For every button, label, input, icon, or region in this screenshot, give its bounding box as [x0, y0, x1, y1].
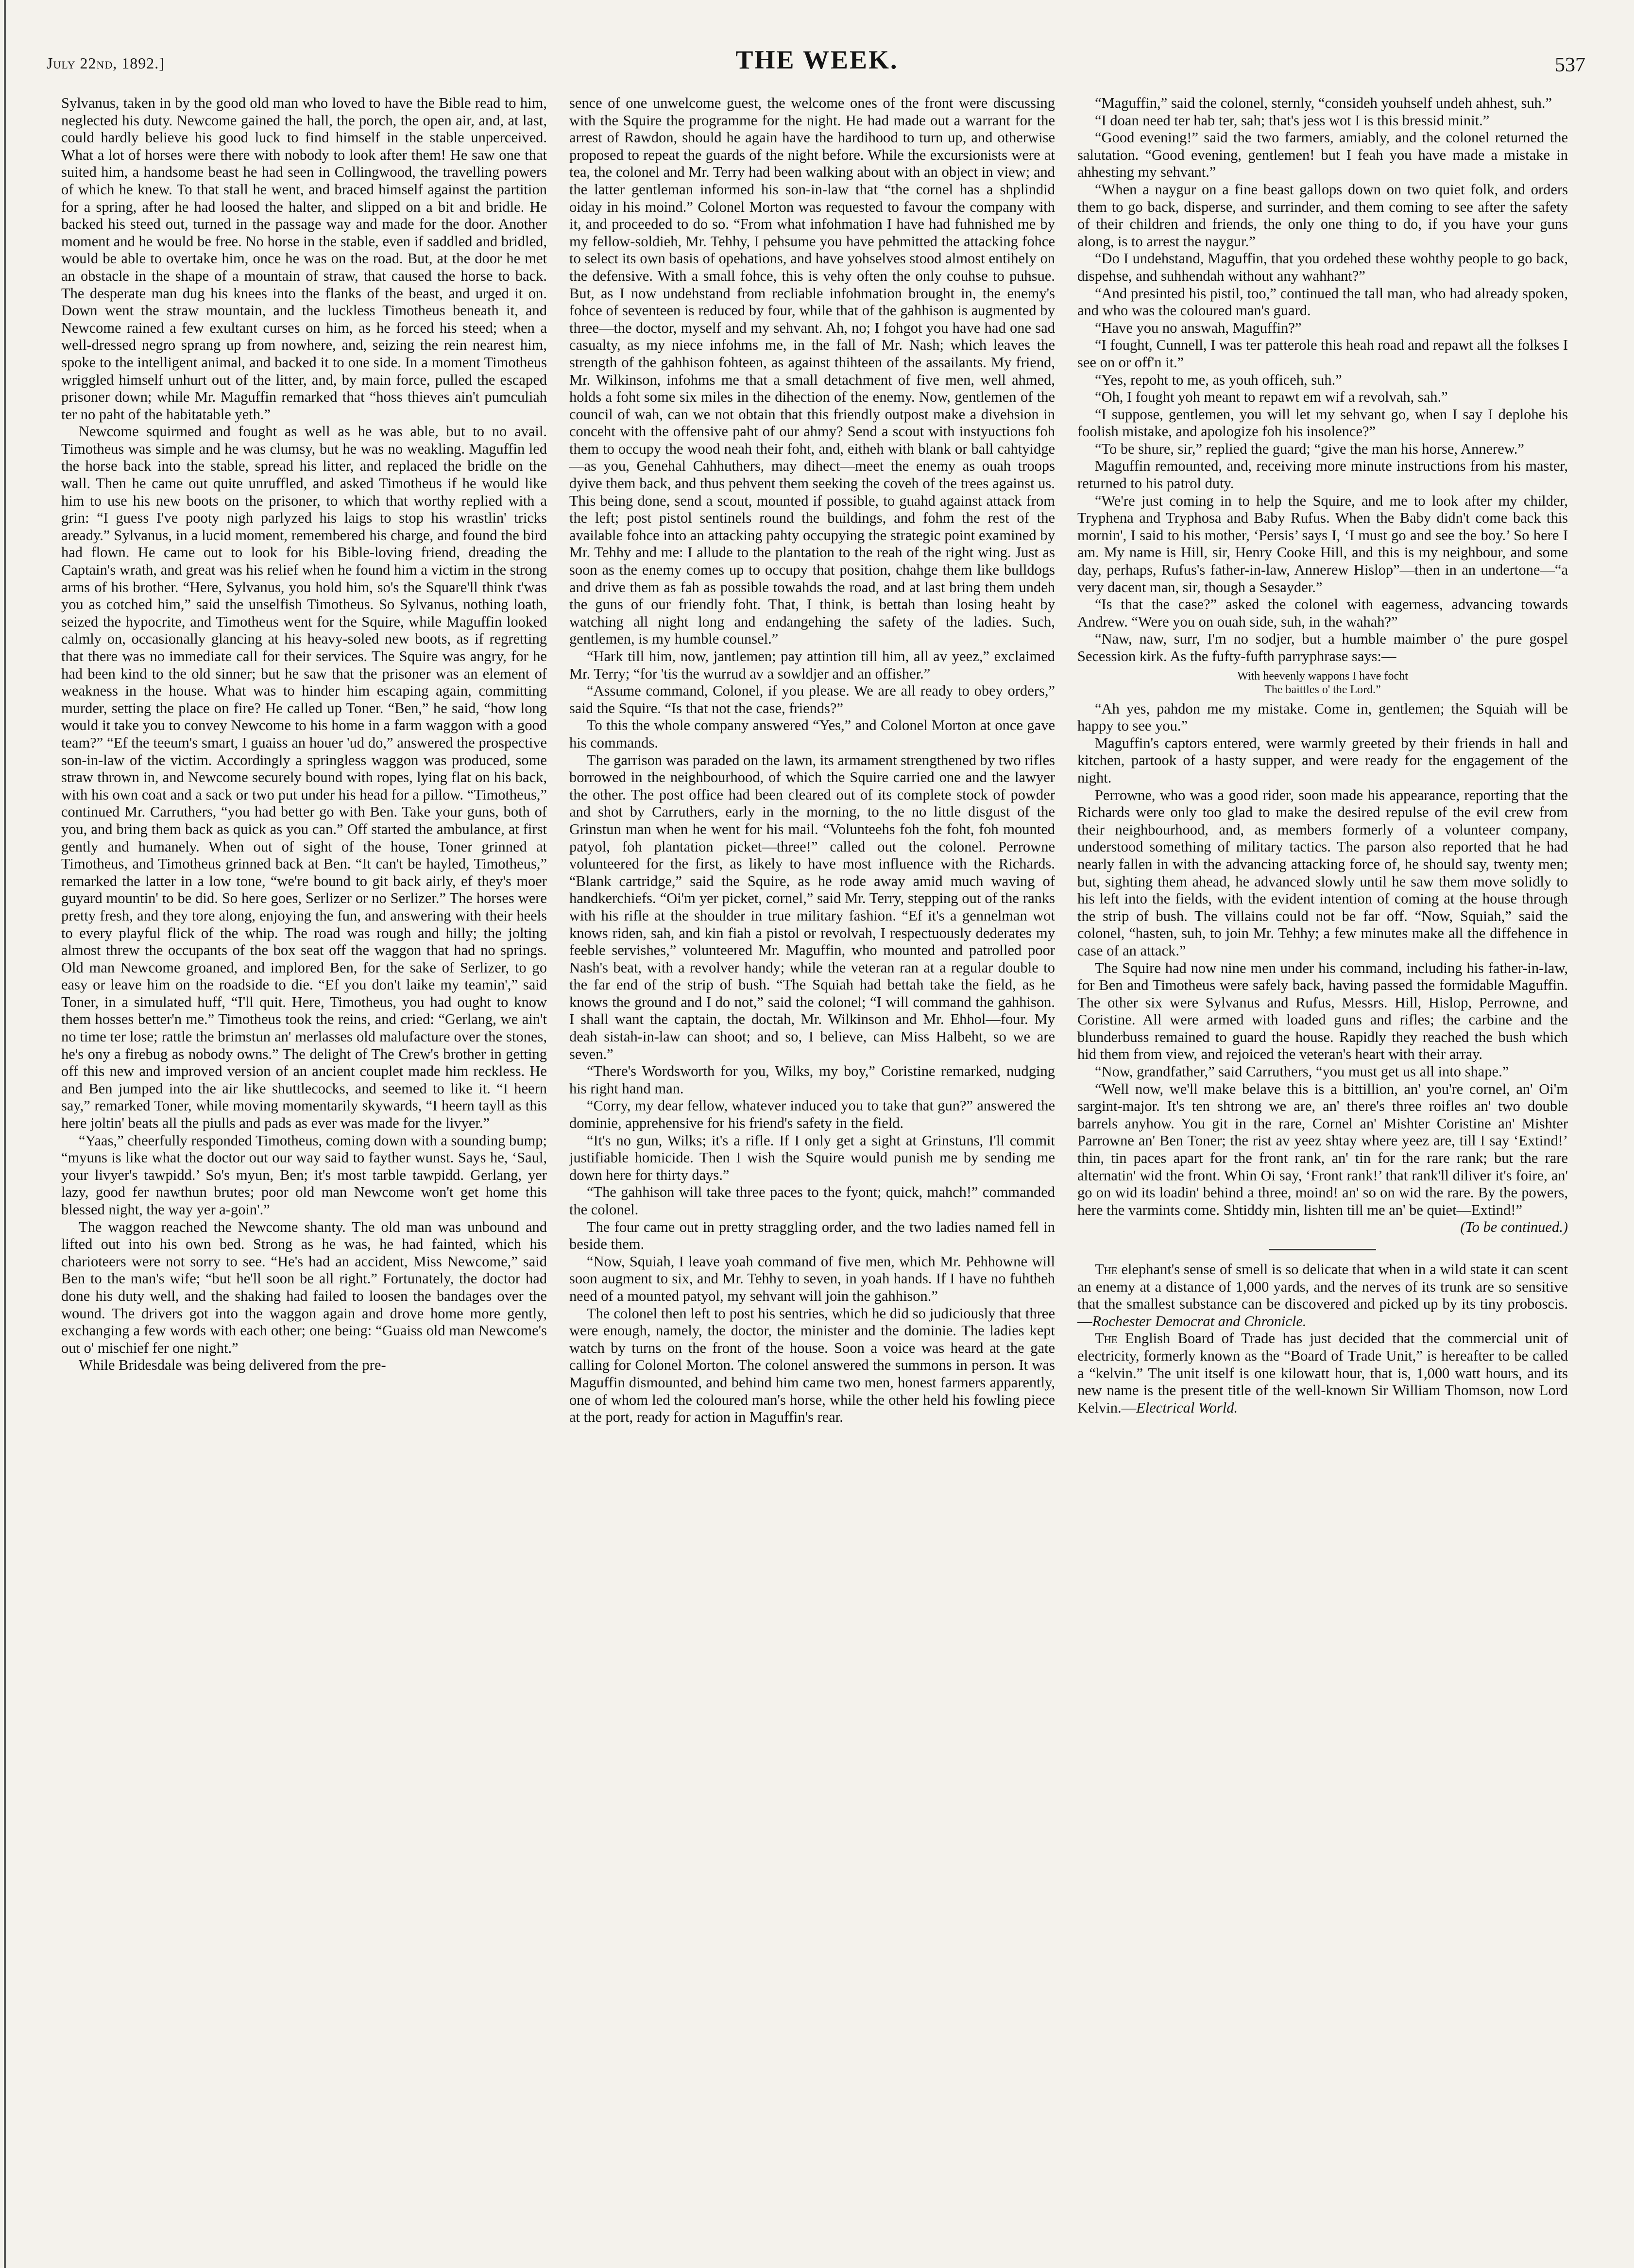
verse-quote: [1077, 669, 1568, 697]
paragraph: “The gahhison will take three paces to the fyont; quick, mahch!” commanded the colonel.: [569, 1184, 1055, 1218]
note-lead: The: [1095, 1261, 1118, 1278]
paragraph: Perrowne, who was a good rider, soon made his appearance, reporting that the Richards were only too glad to make the desired repulse of the evil crew from their neighbourhood, and, as members formerly of a volunteer company, understood something of military tactics. The parson also reported that he had nearly fallen in with the advancing attacking force of, he should say, twenty men; but, sighting them ahead, he advanced slowly until he saw them move solidly to his left into the fields, with the evident intention of coming at the house through the strip of bush. The villains could not be far off. “Now, Squiah,” said the colonel, “hasten, suh, to join Mr. Tehhy; a few minutes make all the diffehence in case of an attack.”: [1077, 786, 1568, 959]
to-be-continued: (To be continued.): [1460, 1219, 1568, 1236]
paragraph: “Yaas,” cheerfully responded Timotheus, coming down with a sounding bump; “myuns is like what the doctor out our way said to fayther wunst. Says he, ‘Saul, your livyer's tawpidd.’ So's myun, Ben; it's most tarble tawpidd. Gerlang, yer lazy, good fer nawthun brutes; poor old man Newcome won't get home this blessed night, the way yer a-goin'.”: [61, 1132, 547, 1218]
paragraph: “It's no gun, Wilks; it's a rifle. If I only get a sight at Grinstuns, I'll commit justifiable homicide. Then I wish the Squire would punish me by sending me down here for thirty days.”: [569, 1132, 1055, 1183]
paragraph: Maguffin remounted, and, receiving more minute instructions from his master, returned to his patrol duty.: [1077, 458, 1568, 492]
issue-date: July 22nd, 1892.]: [47, 54, 165, 72]
paragraph: While Bridesdale was being delivered from the pre-: [79, 1357, 386, 1374]
paragraph: “Well now, we'll make belave this is a bittillion, an' you're cornel, an' Oi'm sargint-major. It's ten shtrong we are, an' there's three roifles an' two double barrels anyhow. You git in the rare, Cornel an' Mishter Coristine an' Mishter Parrowne an' Ben Toner; the rist av yeez shtay where yeez are, till I say ‘Extind!’ thin, tin paces apart for the front rank, an' tin for the rare rank; but the rare alternatin' wid the front. Whin Oi say, ‘Front rank!’ that rank'll diliver it's foire, an' go on wid its loadin' behind a three, moind! an' so on wid the rare. By the powers, here the varmints come. Shtiddy min, lishten till me an' be quiet—Extind!”: [1077, 1080, 1568, 1218]
note-source: Electrical World.: [1136, 1399, 1238, 1416]
paragraph: Sylvanus, taken in by the good old man who loved to have the Bible read to him, neglected his duty. Newcome gained the hall, the porch, the open air, and, at last, could hardly believe his good luck to find himself in the stable unperceived. What a lot of horses were there with nobody to look after them! He saw one that suited him, a handsome beast he had seen in Collingwood, the travelling powers of which he knew. To that stall he went, and braced himself against the partition for a spring, after he had loosed the halter, and slipped on a bit and bridle. He backed his steed out, turned in the passage way and made for the door. Another moment and he would be free. No horse in the stable, even if saddled and bridled, would be able to overtake him, once he was on the road. But, at the door he met an obstacle in the shape of a mountain of straw, that caused the horse to back. The desperate man dug his knees into the flanks of the beast, and urged it on. Down went the straw mountain, and the luckless Timotheus beneath it, and Newcome rained a few exultant curses on him, as he forced his steed; when a well-dressed negro sprang up from nowhere, and, seizing the rein nearest him, spoke to the intelligent animal, and backed it to one side. In a moment Timotheus wriggled himself unhurt out of the litter, and, by main force, pulled the escaped prisoner down; while Mr. Maguffin remarked that “hoss thieves ain't pumculiah ter no paht of the habitatable yeth.”: [61, 95, 547, 423]
paragraph: “I fought, Cunnell, I was ter patterole this heah road and repawt all the folkses I see on or off'n it.”: [1077, 337, 1568, 371]
column-3: [1077, 95, 1568, 2251]
page-number: 537: [1555, 54, 1585, 76]
paragraph: “Yes, repoht to me, as youh officeh, suh.”: [1095, 371, 1342, 388]
paragraph: The Squire had now nine men under his command, including his father-in-law, for Ben and Timotheus were safely back, having passed the formidable Maguffin. The other six were Sylvanus and Rufus, Messrs. Hill, Hislop, Perrowne, and Coristine. All were armed with loaded guns and rifles; the carbine and the blunderbuss remained to guard the house. Rapidly they reached the bush which hid them from view, and rejoiced the veteran's heart with their array.: [1077, 959, 1568, 1063]
paragraph: The garrison was paraded on the lawn, its armament strengthened by two rifles borrowed in the neighbourhood, of which the Squire carried one and the lawyer the other. The post office had been cleared out of its complete stock of powder and shot by Carruthers, early in the morning, to the no little disgust of the Grinstun man when he went for his mail. “Volunteehs foh the foht, foh mounted patyol, foh plantation picket—three!” called out the colonel. Perrowne volunteered for the first, as likely to have most influence with the Richards. “Blank cartridge,” said the Squire, as he rode away amid much waving of handkerchiefs. “Oi'm yer picket, cornel,” said Mr. Terry, stepping out of the ranks with his rifle at the shoulder in true military fashion. “Ef it's a gennelman wot knows riden, sah, and kin fiah a pistol or revolvah, I respectuously dederates my feeble servishes,” volunteered Mr. Maguffin, who mounted and patrolled poor Nash's beat, with a revolver handy; while the veteran ran at a regular double to the far end of the strip of bush. “The Squiah had bettah take the field, as he knows the ground and I do not,” said the colonel; “I will command the gahhison. I shall want the captain, the doctah, Mr. Wilkinson and Mr. Ehhol—four. My deah sistah-in-law can shoot; and so, I believe, can Miss Halbeht, so we are seven.”: [569, 751, 1055, 1062]
paragraph: To this the whole company answered “Yes,” and Colonel Morton at once gave his commands.: [569, 717, 1055, 751]
note-source: Rochester Democrat and Chronicle.: [1092, 1313, 1307, 1330]
paragraph: “I suppose, gentlemen, you will let my sehvant go, when I say I deplohe his foolish mistake, and apologize foh his insolence?”: [1077, 406, 1568, 440]
page-edge-rule: [4, 0, 6, 2268]
paragraph: “Hark till him, now, jantlemen; pay attintion till him, all av yeez,” exclaimed Mr. Terry; “for 'tis the wurrud av a sowldjer and an offisher.”: [569, 648, 1055, 682]
paragraph: “And presinted his pistil, too,” continued the tall man, who had already spoken, and who was the coloured man's guard.: [1077, 285, 1568, 319]
paragraph: “I doan need ter hab ter, sah; that's jess wot I is this bressid minit.”: [1095, 112, 1490, 129]
paragraph: “There's Wordsworth for you, Wilks, my boy,” Coristine remarked, nudging his right hand man.: [569, 1063, 1055, 1097]
verse-line: The baittles o' the Lord.”: [1264, 683, 1381, 696]
news-note: [1077, 1261, 1568, 1330]
paragraph: “Oh, I fought yoh meant to repawt em wif a revolvah, sah.”: [1095, 389, 1448, 406]
paragraph: Maguffin's captors entered, were warmly greeted by their friends in hall and kitchen, partook of a hasty supper, and were ready for the engagement of the night.: [1077, 734, 1568, 786]
paragraph: The four came out in pretty straggling order, and the two ladies named fell in beside them.: [569, 1218, 1055, 1253]
paragraph: sence of one unwelcome guest, the welcome ones of the front were discussing with the Squire the programme for the night. He had made out a warrant for the arrest of Rawdon, should he again have the hardihood to turn up, and otherwise proposed to repeat the guards of the night before. While the excursionists were at tea, the colonel and Mr. Terry had been walking about with an object in view; and the latter gentleman informed his son-in-law that “the cornel has a shplindid oiday in his moind.” Colonel Morton was requested to favour the company with it, and proceeded to do so. “From what infohmation I have had fuhnished me by my fellow-soldieh, Mr. Tehhy, I pehsume you have pehmitted the attacking fohce to select its own basis of opehations, and have yohselves stood almost entihely on the defensive. With a small fohce, this is vehy often the only couhse to puhsue. But, as I now undehstand from recliable infohmation brought in, the enemy's fohce of seventeen is reduced by four, while that of the gahhison is augmented by three—the doctor, myself and my sehvant. Ah, no; I fohgot you have had one sad casualty, as my niece infohms me, in the fall of Mr. Nash; which leaves the strength of the gahhison fohteen, as against thihteen of the assailants. My friend, Mr. Wilkinson, infohms me that a small detachment of five men, well ahmed, holds a foht some six miles in the dihection of the enemy. Now, gentlemen of the council of wah, can we not obtain that this friendly outpost make a divehsion in conceht with the offensive paht of our ahmy? Send a scout with instyuctions foh them to occupy the wood neah their foht, and, eitheh with blank or ball cahtyidge—as you, Genehal Cahhuthers, may dihect—meet the enemy as ouah troops dyive them back, and thus pehvent them seeking the coveh of the trees against us. This being done, send a scout, mounted if possible, to guahd against attack from the left; post pistol sentinels round the buildings, and fohm the rest of the available fohce into an attacking pahty occupying the strategic point examined by Mr. Tehhy and me: I allude to the plantation to the reah of the right wing. Just as soon as the enemy comes up to occupy that position, chahge them like bulldogs and drive them as fah as possible towahds the road, and at last bring them undeh the guns of our friendly foht. That, I think, is bettah than losing heaht by watching all night long and endangehing the safety of the ladies. Such, gentlemen, is my humble counsel.”: [569, 95, 1055, 648]
note-text: elephant's sense of smell is so delicate that when in a wild state it can scent an enemy at a distance of 1,000 yards, and the nerves of its trunk are so sensitive that the smallest substance can be discovered and picked up by its tiny proboscis.—: [1077, 1261, 1568, 1330]
verse-line: With heevenly wappons I have focht: [1237, 669, 1408, 682]
note-lead: The: [1095, 1330, 1118, 1347]
news-note: [1077, 1330, 1568, 1416]
paragraph: “Ah yes, pahdon me my mistake. Come in, gentlemen; the Squiah will be happy to see you.”: [1077, 700, 1568, 734]
paragraph: The waggon reached the Newcome shanty. The old man was unbound and lifted out into his own bed. Strong as he was, he had fainted, which his charioteers were not sorry to see. “He's had an accident, Miss Newcome,” said Ben to the man's wife; “but he'll soon be all right.” Fortunately, the doctor had done his duty well, and the shaking had failed to loosen the bandages over the wound. The drivers got into the waggon again and drove home more gently, exchanging a few words with each other; one being: “Guaiss old man Newcome's out o' mischief fer one night.”: [61, 1218, 547, 1356]
paragraph: “We're just coming in to help the Squire, and me to look after my childer, Tryphena and Tryphosa and Baby Rufus. When the Baby didn't come back this mornin', I said to his mother, ‘Persis’ says I, ‘I must go and see the boy.’ So here I am. My name is Hill, sir, Henry Cooke Hill, and this is my neighbour, and some day, perhaps, Rufus's father-in-law, Annerew Hislop”—then in an undertone—“a very dacent man, sir, though a Sesayder.”: [1077, 492, 1568, 596]
column-1: [61, 95, 547, 2251]
paragraph: “Is that the case?” asked the colonel with eagerness, advancing towards Andrew. “Were you on ouah side, suh, in the wahah?”: [1077, 596, 1568, 630]
paragraph: “Now, grandfather,” said Carruthers, “you must get us all into shape.”: [1095, 1063, 1509, 1080]
paragraph: “Have you no answah, Maguffin?”: [1095, 319, 1302, 336]
paragraph: “To be shure, sir,” replied the guard; “give the man his horse, Annerew.”: [1095, 440, 1524, 457]
column-2: [569, 95, 1055, 2251]
paragraph: “Do I undehstand, Maguffin, that you ordehed these wohthy people to go back, dispehse, and suhhendah without any wahhant?”: [1077, 250, 1568, 284]
paragraph: “Now, Squiah, I leave yoah command of five men, which Mr. Pehhowne will soon augment to six, and Mr. Tehhy to seven, in yoah hands. If I have no fuhtheh need of a mounted patyol, my sehvant will join the gahhison.”: [569, 1253, 1055, 1304]
section-divider: [1269, 1249, 1376, 1250]
paragraph: The colonel then left to post his sentries, which he did so judiciously that three were enough, namely, the doctor, the minister and the dominie. The ladies kept watch by turns on the front of the house. Soon a voice was heard at the gate calling for Colonel Morton. The colonel answered the summons in person. It was Maguffin dismounted, and behind him came two men, honest farmers apparently, one of whom led the coloured man's horse, while the other held his fowling piece at the port, ready for action in Maguffin's rear.: [569, 1305, 1055, 1426]
paragraph: “Maguffin,” said the colonel, sternly, “consideh youhself undeh ahhest, suh.”: [1095, 95, 1552, 111]
paragraph: “Corry, my dear fellow, whatever induced you to take that gun?” answered the dominie, apprehensive for his friend's safety in the field.: [569, 1097, 1055, 1132]
paragraph: “When a naygur on a fine beast gallops down on two quiet folk, and orders them to go back, disperse, and surrinder, and them coming to see after the safety of their children and friends, the only one thing to do, if you have your guns along, is to arrest the naygur.”: [1077, 181, 1568, 250]
paragraph: “Good evening!” said the two farmers, amiably, and the colonel returned the salutation. “Good evening, gentlemen! but I feah you have made a mistake in ahhesting my sehvant.”: [1077, 129, 1568, 181]
masthead-title: THE WEEK.: [735, 45, 899, 74]
paragraph: Newcome squirmed and fought as well as he was able, but to no avail. Timotheus was simple and he was clumsy, but he was no weakling. Maguffin led the horse back into the stable, spread his litter, and replaced the bridle on the wall. Then he came out quite unruffled, and asked Timotheus if he would like him to use his new boots on the prisoner, to which that worthy replied with a grin: “I guess I've pooty nigh parlyzed his laigs to stop his wrastlin' tricks aready.” Sylvanus, in a lucid moment, remembered his charge, and found the bird had flown. He came out to look for his Bible-loving friend, dreading the Captain's wrath, and great was his relief when he found him a victim in the strong arms of his brother. “Here, Sylvanus, you hold him, so's the Square'll think t'was you as cotched him,” said the unselfish Timotheus. So Sylvanus, nothing loath, seized the hypocrite, and Timotheus went for the Squire, while Maguffin looked calmly on, occasionally glancing at his heavy-soled new boots, as if regretting that there was no immediate call for their services. The Squire was angry, for he had been kind to the old sinner; but he saw that the prisoner was an element of weakness in the house. What was to hinder him escaping again, committing murder, setting the place on fire? He called up Toner. “Ben,” he said, “how long would it take you to convey Newcome to his home in a farm waggon with a good team?” “Ef the teeum's smart, I guaiss an houer 'ud do,” answered the prospective son-in-law of the victim. Accordingly a springless waggon was produced, some straw thrown in, and Newcome securely bound with ropes, lying flat on his back, with his own coat and a sack or two put under his head for a pillow. “Timotheus,” continued Mr. Carruthers, “you had better go with Ben. Take your guns, both of you, and bring them back as quick as you can.” Off started the ambulance, at first gently and humanely. When out of sight of the house, Toner grinned at Timotheus, and Timotheus grinned back at Ben. “It can't be hayled, Timotheus,” remarked the latter in a low tone, “we're bound to git back airly, ef they's moer guyard mountin' to be did. So here goes, Serlizer or no Serlizer.” The horses were pretty fresh, and they tore along, enjoying the fun, and answering with their heels to every playful flick of the whip. The road was rough and hilly; the jolting almost threw the occupants of the box seat off the waggon that had no springs. Old man Newcome groaned, and implored Ben, for the sake of Serlizer, to go easy or leave him on the roadside to die. “Ef you don't laike my teamin',” said Toner, in a simulated huff, “I'll quit. Here, Timotheus, you had ought to know them hosses better'n me.” Timotheus took the reins, and cried: “Gerlang, we ain't no time ter lose; rattle the brimstun an' merlasses old malufacture over the stones, he's ony a firebug as nobody owns.” The delight of The Crew's brother in getting off this new and improved version of an ancient couplet made him reckless. He and Ben jumped into the air like shuttlecocks, and seemed to like it. “I heern say,” remarked Toner, while moving momentarily skywards, “I heern tayll as this here joltin' beats all the piulls and pads as ever was made for the livyer.”: [61, 423, 547, 1132]
note-text: English Board of Trade has just decided that the commercial unit of electricity, formerly known as the “Board of Trade Unit,” is hereafter to be called a “kelvin.” The unit itself is one kilowatt hour, that is, 1,000 watt hours, and its new name is the present title of the well-known Sir William Thomson, now Lord Kelvin.—: [1077, 1330, 1568, 1416]
paragraph: “Naw, naw, surr, I'm no sodjer, but a humble maimber o' the pure gospel Secession kirk. As the fufty-fufth parryphrase says:—: [1077, 631, 1568, 665]
paragraph: “Assume command, Colonel, if you please. We are all ready to obey orders,” said the Squire. “Is that not the case, friends?”: [569, 682, 1055, 716]
